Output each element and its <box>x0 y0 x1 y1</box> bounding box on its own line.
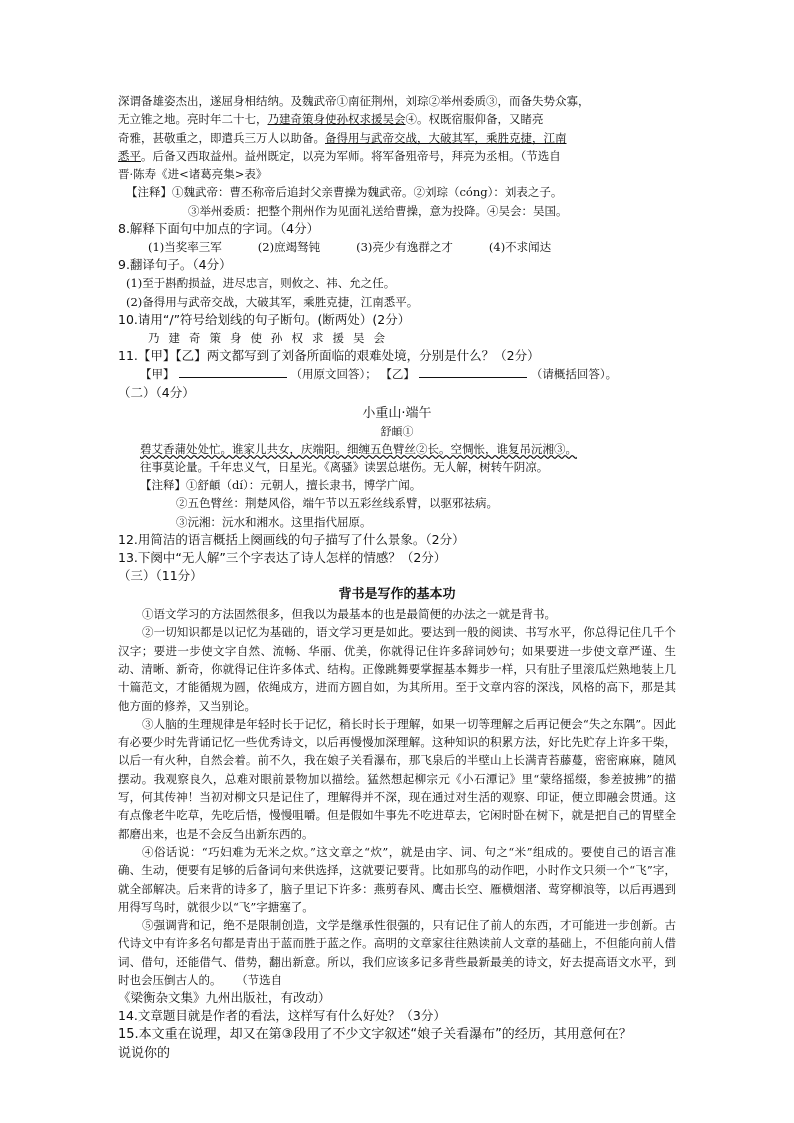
poem-keyword: 无人解 <box>433 459 468 474</box>
passage-notes: ③举州委质：把整个荆州作为见面礼送给曹操，意为投降。④吴会：吴国。 <box>188 203 568 218</box>
poem-note: 【注释】①舒頔（dí）：元朝人，擅长隶书，博学广闻。 <box>140 478 422 493</box>
essay-paragraph: ①语文学习的方法固然很多，但我以为最基本的也是最简便的办法之一就是背书。 <box>142 607 556 622</box>
essay-paragraph: ②一切知识都是以记忆为基础的，语文学习更是如此。要达到一般的阅读、书写水平，你总得记住几千个汉字；要进一步使文字自然、流畅、华丽、优美，你就得记住许多辞词妙句；如果要进一步使文章严谨、生动、清晰、新奇，你就得记住许多体式、结构。正像跳舞要掌握基本舞步一样，只有肚子里滚瓜烂熟地装上几十篇范文，才能循规为圆，依绳成方，进而方圆自如，为其所用。至于文章内容的深浅，风格的高下，那是其他方面的修养，又当别论。 <box>118 625 676 713</box>
essay-paragraph <box>118 916 676 989</box>
label-a: 【甲】 <box>140 367 175 382</box>
poem-line <box>118 458 676 476</box>
question-11-answer-line <box>118 365 676 383</box>
passage-text: 。后备又西取益州。益州既定，以亮为军师。将军备殂帝号，拜亮为丞相。（节选自 <box>141 148 561 163</box>
passage-text: ④。权既宿服仰备，又睹亮 <box>405 112 544 127</box>
underlined-sentence: 悉平 <box>118 148 141 163</box>
exam-page <box>118 92 676 1063</box>
question-8-options <box>118 238 676 256</box>
essay-title: 背书是写作的基本功 <box>338 587 456 603</box>
section-2-heading: （二）（4分） <box>118 384 195 400</box>
passage-line <box>118 147 676 165</box>
section-3-heading: （三）（11分） <box>118 568 203 584</box>
passage-line <box>118 110 676 128</box>
hint-a: （用原文回答）； <box>290 367 377 382</box>
essay-paragraph: ④俗话说：“巧妇难为无米之炊。”这文章之“炊”，就是由字、词、句之“米”组成的。要使自己的语言准确、生动，便要有足够的后备词句来供选择，这就要记要背。比如那鸟的动作吧，小时作文只须一个“飞”字，就全部解决。后来背的诗多了，脑子里记下许多：燕剪春风、鹰击长空、雁横烟渚、莺穿柳浪等，以后再遇到用得写鸟时，就很少以“飞”字搪塞了。 <box>118 844 676 914</box>
passage-line: 深谓备雄姿杰出，遂屈身相结纳。及魏武帝①南征荆州，刘琮②举州委质③，而备失势众寡， <box>118 94 590 108</box>
poem-note: ②五色臂丝：荆楚风俗，端午节以五彩丝线系臂，以驱邪祛病。 <box>176 496 498 511</box>
question-9-item: (1)至于斟酌损益，进尽忠言，则攸之、祎、允之任。 <box>126 276 396 291</box>
essay-source: （节选自 <box>236 972 283 987</box>
question-10-sentence: 乃建奇策身使孙权求援吴会 <box>148 330 394 345</box>
poem-text: 往事莫论量。千年忠义气，日星光。《离骚》读罢总堪伤。 <box>140 459 434 474</box>
answer-blank-b[interactable] <box>419 365 527 378</box>
poem-title: 小重山·端午 <box>362 405 432 421</box>
hint-b: （请概括回答）。 <box>530 367 618 382</box>
question-13: 13.下阕中“无人解”三个字表达了诗人怎样的情感？（2分） <box>118 550 447 566</box>
question-10: 10.请用“/”符号给划线的句子断句。(断两处）(2分） <box>118 311 411 327</box>
passage-source: 晋·陈寿《进<诸葛亮集>表》 <box>118 167 268 182</box>
answer-blank-a[interactable] <box>179 365 287 378</box>
poem-line <box>118 440 676 458</box>
passage-text: 奇雅，甚敬重之，即遣兵三万人以助备。 <box>118 130 325 145</box>
question-15: 15.本文重在说理，却又在第③段用了不少文字叙述“娘子关看瀑布”的经历，其用意何在？ <box>118 1027 632 1043</box>
option: (1)当奖率三军 <box>148 240 222 255</box>
underlined-sentence: 备得用与武帝交战，大破其军，乘胜克捷，江南 <box>325 130 567 145</box>
underlined-poem-text: 碧艾香蒲处处忙。谁家儿共女，庆端阳。细缠五色臂丝②长。空惆怅，谁复吊沅湘③。 <box>140 441 577 456</box>
poem-author: 舒頔① <box>380 424 414 438</box>
essay-paragraph: ③人脑的生理规律是年轻时长于记忆，稍长时长于理解，如果一切等理解之后再记便会“失之东隅”。因此有必要少时先背诵记忆一些优秀诗文，以后再慢慢加深理解。这种知识的积累方法，好比先贮存上许多干柴，以后一有火种，自然会着。前不久，我在娘子关看瀑布，那飞泉后的半壁山上长满青苔藤蔓，密密麻麻，随风摆动。我观察良久，总难对眼前景物加以描绘。猛然想起柳宗元《小石潭记》里“蒙络摇缀，参差披拂”的描写，何其传神！当初对柳文只是记住了，理解得并不深，现在通过对生活的观察、印证，便立即融会贯通。这有点像老牛吃草，先吃后悟，慢慢咀嚼。但是假如牛事先不吃进草去，它闲时卧在树下，就是把自己的胃壁全都磨出来，也是不会反刍出新东西的。 <box>118 716 676 841</box>
passage-text: 无立锥之地。亮时年二十七， <box>118 112 268 127</box>
question-9: 9.翻译句子。（4分） <box>118 257 232 273</box>
question-11: 11.【甲】【乙】两文都写到了刘备所面临的艰难处境，分别是什么？（2分） <box>118 348 540 364</box>
label-b: 【乙】 <box>380 367 415 382</box>
passage-line <box>118 129 676 147</box>
passage-notes: 【注释】①魏武帝：曹丕称帝后追封父亲曹操为魏武帝。②刘琮（cóng）：刘表之子。 <box>126 185 563 200</box>
question-12: 12.用简洁的语言概括上阕画线的句子描写了什么景象。（2分） <box>118 532 465 548</box>
poem-note: ③沅湘：沅水和湘水。这里指代屈原。 <box>176 514 372 529</box>
poem-text: ，树转午阴凉。 <box>467 459 549 474</box>
essay-text: ⑤强调背和记，绝不是限制创造，文学是继承性很强的，只有记住了前人的东西，才可能进一步创新。古代诗文中有许多名句都是青出于蓝而胜于蓝之作。高明的文章家往往熟读前人文章的基础上，不但能向前人借词、借句，还能借气、借势，翻出新意。所以，我们应该多记多背些最新最美的诗文，好去提高语文水平，到时也会压倒古人的。 <box>118 918 676 987</box>
question-15-continued: 说说你的 <box>118 1046 171 1062</box>
question-9-item: (2)备得用与武帝交战，大破其军，乘胜克捷，江南悉平。 <box>126 294 419 309</box>
question-8: 8.解释下面句中加点的字词。（4分） <box>118 221 320 237</box>
option: (3)亮少有逸群之才 <box>356 240 453 255</box>
underlined-sentence: 乃建奇策身使孙权求援吴会 <box>267 112 406 127</box>
essay-source-line: 《梁衡杂文集》九州出版社，有改动） <box>118 990 331 1006</box>
option: (4)不求闻达 <box>488 240 552 255</box>
question-14: 14.文章题目就是作者的看法，这样写有什么好处？（3分） <box>118 1008 446 1024</box>
option: (2)庶竭驽钝 <box>257 240 321 255</box>
